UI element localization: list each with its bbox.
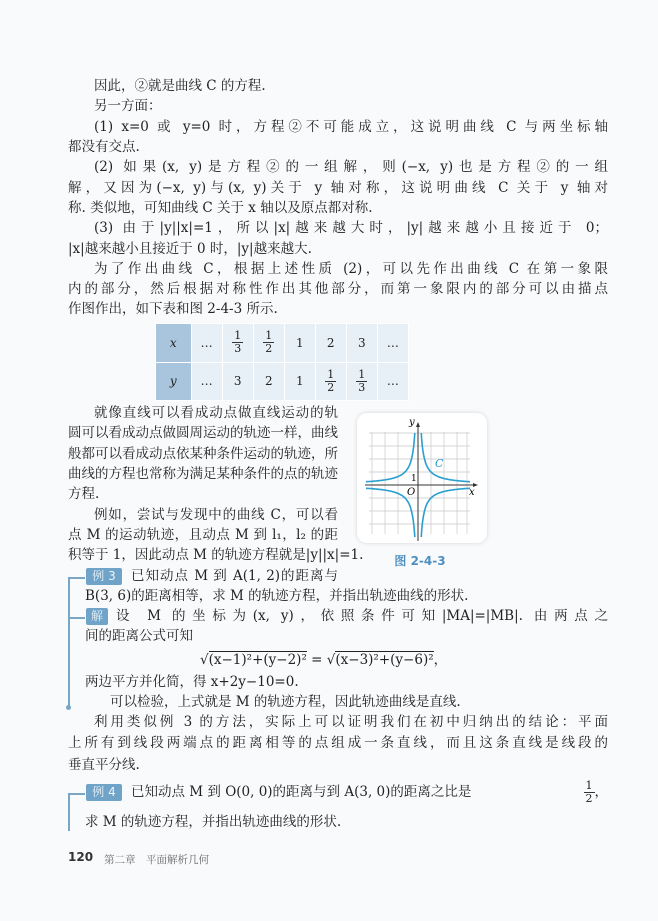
solution-bracket — [68, 617, 85, 619]
example-4-tag: 例 4 — [86, 784, 122, 801]
text-line: 内的部分，然后根据对称性作出其他部分，而第一象限内的部分可以由描点 — [68, 281, 608, 297]
denominator: 2 — [585, 791, 593, 805]
text-line: (1) x=0 或 y=0 时，方程②不可能成立，这说明曲线 C 与两坐标轴 — [94, 119, 608, 135]
denominator: 3 — [234, 342, 242, 356]
text-line: 点 M 的运动轨迹，且动点 M 到 l₁，l₂ 的距 — [68, 527, 338, 543]
table-cell: … — [377, 362, 408, 401]
formula-right: (x−3)²+(y−6)² — [335, 652, 434, 668]
denominator: 2 — [327, 380, 335, 394]
text-line: 解，又因为(−x, y)与(x, y)关于 y 轴对称，这说明曲线 C 关于 y 轴对 — [68, 180, 608, 196]
table-cell — [346, 362, 377, 401]
text-line: 另一方面： — [94, 98, 162, 114]
table-row-y — [156, 362, 409, 401]
y-axis-label: y — [409, 417, 415, 428]
formula-left: (x−1)²+(y−2)² — [208, 652, 307, 668]
text-line: 圆可以看成动点做圆周运动的轨迹一样，曲线 — [68, 425, 338, 441]
numerator: 1 — [327, 367, 335, 381]
grid — [369, 432, 470, 534]
sqrt-icon: √ — [200, 652, 209, 668]
punctuation: ， — [594, 783, 608, 800]
text-line: 设 M 的坐标为(x, y)，依照条件可知|MA|=|MB|. 由两点之 — [116, 608, 608, 624]
curve-graph — [357, 413, 487, 543]
distance-formula — [200, 650, 447, 670]
text-line: (3) 由于|y||x|=1，所以|x|越来越大时，|y|越来越小且接近于 0； — [94, 220, 608, 236]
text-line: 作图作出，如下表和图 2-4-3 所示. — [68, 301, 278, 317]
formula-equals: = — [311, 652, 323, 668]
text-line: 可以检验，上式就是 M 的轨迹方程，因此轨迹曲线是直线. — [110, 694, 461, 710]
text-line: 积等于 1，因此动点 M 的轨迹方程就是|y||x|=1. — [68, 547, 364, 563]
figure-caption: 图 2-4-3 — [394, 554, 446, 568]
denominator: 2 — [265, 342, 273, 356]
text-line: 为了作出曲线 C，根据上述性质 (2)，可以先作出曲线 C 在第一象限 — [94, 261, 608, 277]
table-cell: … — [377, 324, 408, 363]
table-cell — [253, 324, 284, 363]
example-bracket — [68, 793, 85, 795]
example-3-tag: 例 3 — [86, 568, 122, 585]
numerator: 1 — [265, 329, 273, 343]
text-line: 例如，尝试与发现中的曲线 C，可以看 — [94, 507, 338, 523]
table-cell: 2 — [315, 324, 346, 363]
text-line: 已知动点 M 到 A(1, 2)的距离与 — [131, 568, 338, 584]
bracket-dot-icon — [66, 705, 71, 710]
table-cell: … — [191, 324, 222, 363]
table-cell: 3 — [346, 324, 377, 363]
text-line: B(3, 6)的距离相等，求 M 的轨迹方程，并指出轨迹曲线的形状. — [85, 588, 469, 604]
text-line: 两边平方并化简，得 x+2y−10=0. — [85, 674, 299, 690]
text-line: 利用类似例 3 的方法，实际上可以证明我们在初中归纳出的结论：平面 — [94, 714, 608, 730]
value-table — [155, 323, 409, 401]
figure-hyperbola — [357, 413, 487, 543]
table-header-y: y — [156, 362, 192, 401]
text-line: 因此，②就是曲线 C 的方程. — [94, 78, 266, 94]
numerator: 1 — [585, 778, 593, 792]
unit-label: 1 — [411, 474, 417, 484]
table-cell — [222, 324, 253, 363]
sqrt-icon: √ — [326, 652, 336, 668]
formula-end: ， — [433, 652, 448, 668]
table-row-x — [156, 324, 409, 363]
table-cell: 1 — [284, 362, 315, 401]
text-line: |x|越来越小且接近于 0 时，|y|越来越大. — [68, 241, 312, 257]
curve-branch — [421, 433, 470, 482]
numerator: 1 — [358, 367, 366, 381]
table-cell: … — [191, 362, 222, 401]
table-header-x: x — [156, 324, 192, 363]
text-line: 间的距离公式可知 — [85, 628, 193, 644]
text-line: 就像直线可以看成动点做直线运动的轨 — [94, 405, 338, 421]
text-line: 称. 类似地，可知曲线 C 关于 x 轴以及原点都对称. — [68, 200, 373, 216]
chapter-title: 第二章 平面解析几何 — [104, 854, 209, 866]
denominator: 3 — [358, 380, 366, 394]
table-cell: 2 — [253, 362, 284, 401]
text-line: 上所有到线段两端点的距离相等的点组成一条直线，而且这条直线是线段的 — [68, 735, 608, 751]
text-line: 求 M 的轨迹方程，并指出轨迹曲线的形状. — [85, 814, 342, 830]
example-bracket — [68, 793, 70, 831]
text-line: 垂直平分线. — [68, 757, 140, 773]
example-bracket — [68, 577, 70, 707]
text-line: 般都可以看成动点依某种条件运动的轨迹，所 — [68, 446, 338, 462]
text-line: 都没有交点. — [68, 139, 140, 155]
text-line: 方程. — [68, 486, 100, 502]
page-number: 120 — [68, 850, 94, 864]
table-cell — [315, 362, 346, 401]
text-line: 曲线的方程也常称为满足某种条件的点的轨迹 — [68, 466, 338, 482]
solution-tag: 解 — [86, 608, 108, 625]
example-bracket — [68, 577, 85, 579]
table-cell: 1 — [284, 324, 315, 363]
curve-branch — [421, 488, 470, 537]
y-arrow-icon — [416, 422, 420, 427]
example-4-text: 已知动点 M 到 O(0, 0)的距离与到 A(3, 0)的距离之比是 — [131, 784, 472, 800]
curve-label: C — [435, 457, 444, 470]
text-line: (2) 如果(x, y)是方程②的一组解，则(−x, y)也是方程②的一组 — [94, 159, 608, 175]
origin-label: O — [407, 487, 416, 498]
numerator: 1 — [234, 329, 242, 343]
table-cell: 3 — [222, 362, 253, 401]
text-line — [131, 778, 608, 805]
curve-branch — [366, 433, 415, 482]
x-axis-label: x — [469, 487, 475, 498]
